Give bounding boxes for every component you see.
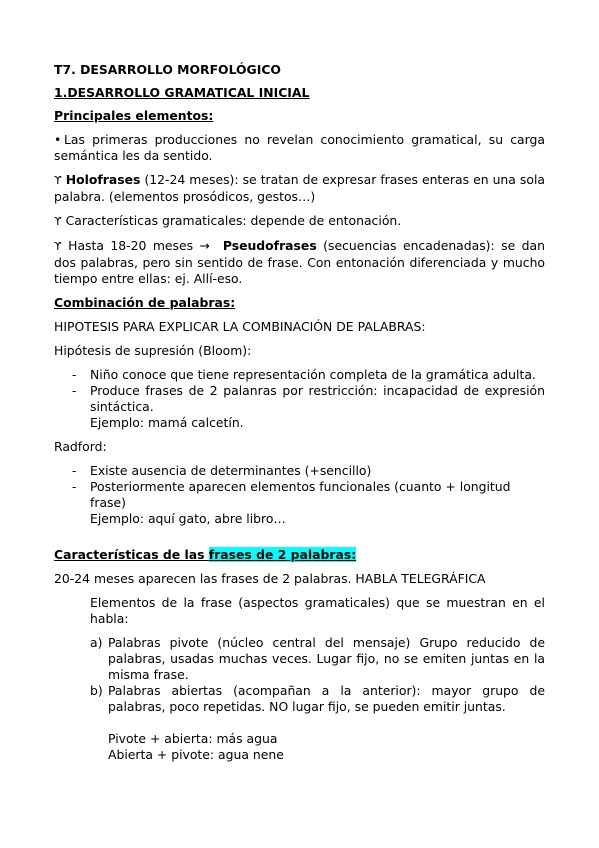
pseudofrases-paragraph bbox=[54, 238, 545, 287]
combinacion-heading: Combinación de palabras: bbox=[54, 295, 236, 310]
holofrases-paragraph bbox=[54, 172, 545, 205]
document-page bbox=[54, 62, 545, 763]
list-item-text: Existe ausencia de determinantes (+sencillo) bbox=[90, 463, 372, 478]
pseudofrases-text: (secuencias encadenadas): se dan dos palabras, pero sin sentido de frase. Con entonación diferenciada y mucho tiempo entre ellas: ej. Allí-eso. bbox=[54, 238, 545, 286]
supresion-title: Hipótesis de supresión (Bloom): bbox=[54, 343, 252, 358]
holofrases-term: Holofrases bbox=[65, 172, 141, 187]
frases-intro: 20-24 meses aparecen las frases de 2 palabras. HABLA TELEGRÁFICA bbox=[54, 571, 486, 586]
arrow-icon: → bbox=[199, 238, 210, 253]
example-line: Pivote + abierta: más agua bbox=[108, 731, 278, 746]
list-item bbox=[54, 463, 545, 479]
list-item bbox=[54, 479, 545, 527]
section-heading: 1.DESARROLLO GRAMATICAL INICIAL bbox=[54, 85, 310, 100]
list-marker: a) bbox=[90, 635, 103, 650]
dash-marker: - bbox=[72, 463, 77, 478]
example-text: Ejemplo: aquí gato, abre libro… bbox=[90, 511, 286, 526]
hipotesis-title: HIPOTESIS PARA EXPLICAR LA COMBINACIÓN DE PALABRAS: bbox=[54, 319, 426, 334]
elementos-paragraph: Elementos de la frase (aspectos gramaticales) que se muestran en el habla: bbox=[90, 595, 545, 626]
caracteristicas-text: Características gramaticales: depende de entonación. bbox=[65, 213, 402, 228]
pseudofrases-term: Pseudofrases bbox=[222, 238, 317, 253]
list-item-text: Palabras abiertas (acompañan a la anterior): mayor grupo de palabras, poco repetidas. NO lugar fijo, se pueden emitir juntas. bbox=[108, 683, 545, 714]
caracteristicas-paragraph bbox=[54, 213, 545, 230]
list-item-text: Niño conoce que tiene representación completa de la gramática adulta. bbox=[90, 367, 536, 382]
dash-marker: - bbox=[72, 367, 77, 382]
spacer bbox=[54, 715, 545, 731]
hasta-text: Hasta 18-20 meses bbox=[68, 238, 200, 253]
example-text: Ejemplo: mamá calcetín. bbox=[90, 415, 244, 430]
bullet-text: Las primeras producciones no revelan conocimiento gramatical, su carga semántica les da sentido. bbox=[54, 132, 545, 163]
bullet-paragraph bbox=[54, 132, 545, 164]
bullet-icon: • bbox=[54, 132, 62, 147]
radford-title: Radford: bbox=[54, 439, 107, 454]
radford-list bbox=[54, 463, 545, 527]
list-item bbox=[54, 683, 545, 715]
list-marker: b) bbox=[90, 683, 103, 698]
frases-list bbox=[54, 635, 545, 715]
dash-marker: - bbox=[72, 479, 77, 494]
list-item-text: Posteriormente aparecen elementos funcionales (cuanto + longitud frase) bbox=[90, 479, 511, 510]
frases-heading-text: Características de las bbox=[54, 547, 209, 562]
list-item bbox=[54, 367, 545, 383]
list-item-text: Palabras pivote (núcleo central del mensaje) Grupo reducido de palabras, usadas muchas veces. Lugar fijo, no se emiten juntas en la misma frase. bbox=[108, 635, 545, 682]
supresion-list bbox=[54, 367, 545, 431]
frases-heading bbox=[54, 547, 545, 563]
upsilon-icon: ϒ bbox=[54, 174, 62, 187]
list-item bbox=[54, 383, 545, 431]
highlighted-text: frases de 2 palabras: bbox=[208, 547, 357, 562]
list-item-text: Produce frases de 2 palanras por restricción: incapacidad de expresión sintáctica. bbox=[90, 383, 545, 414]
example-line: Abierta + pivote: agua nene bbox=[108, 747, 284, 762]
document-title: T7. DESARROLLO MORFOLÓGICO bbox=[54, 62, 281, 77]
holofrases-text: (12-24 meses): se tratan de expresar frases enteras en una sola palabra. (elementos prosódicos, gestos…) bbox=[54, 172, 545, 204]
list-item bbox=[54, 635, 545, 683]
upsilon-icon: ϒ bbox=[54, 215, 62, 228]
upsilon-icon: ϒ bbox=[54, 240, 62, 253]
principales-heading: Principales elementos: bbox=[54, 108, 214, 123]
dash-marker: - bbox=[72, 383, 77, 398]
